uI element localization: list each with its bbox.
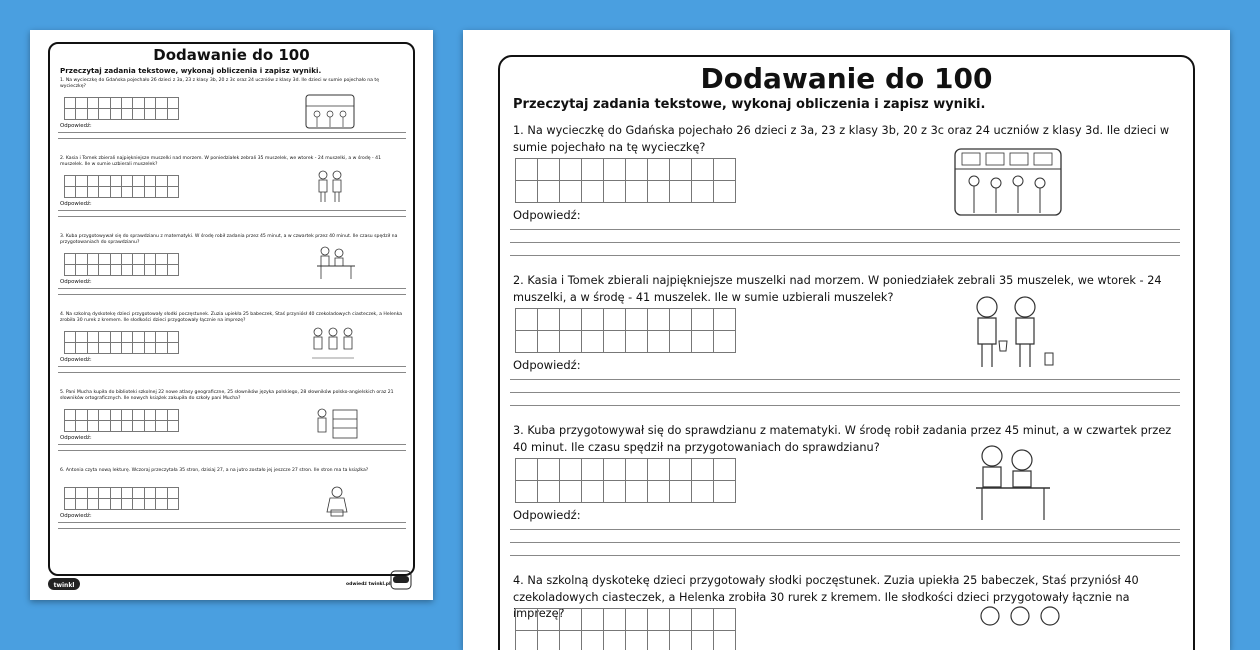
grid-cell[interactable] — [99, 421, 110, 432]
grid-cell[interactable] — [560, 159, 582, 181]
grid-cell[interactable] — [88, 176, 99, 187]
grid-cell[interactable] — [168, 499, 179, 510]
answer-line — [58, 294, 406, 295]
grid-cell[interactable] — [670, 481, 692, 503]
grid-cell[interactable] — [582, 181, 604, 203]
grid-cell[interactable] — [538, 159, 560, 181]
answer-line — [510, 392, 1180, 393]
grid-cell[interactable] — [714, 181, 736, 203]
answer-line — [58, 450, 406, 451]
grid-cell[interactable] — [648, 481, 670, 503]
grid-cell[interactable] — [168, 332, 179, 343]
grid-cell[interactable] — [604, 609, 626, 631]
grid-cell[interactable] — [88, 98, 99, 109]
grid-cell[interactable] — [111, 499, 122, 510]
grid-cell[interactable] — [156, 343, 167, 354]
grid-cell[interactable] — [76, 265, 87, 276]
question-text: 4. Na szkolną dyskotekę dzieci przygotowały słodki poczęstunek. Zuzia upiekła 25 babeczek, Staś przyniósł 40 czekoladowych ciasteczek, a Helenka zrobiła 30 rurek z kremem. Ile słodkości dzieci przygotowały łącznie na imprezę? — [60, 312, 403, 323]
grid-cell[interactable] — [156, 488, 167, 499]
answer-line — [510, 379, 1180, 380]
question-text: 2. Kasia i Tomek zbierali najpiękniejsze muszelki nad morzem. W poniedziałek zebrali 35 muszelek, we wtorek - 24 muszelki, a w środę - 41 muszelek. Ile w sumie uzbierali muszelek? — [60, 156, 381, 167]
grid-cell[interactable] — [145, 488, 156, 499]
worksheet-thumbnail — [30, 30, 433, 600]
answer-label: Odpowiedź: — [60, 279, 92, 285]
grid-cell[interactable] — [76, 109, 87, 120]
page-title: Dodawanie do 100 — [153, 46, 310, 64]
grid-cell[interactable] — [538, 459, 560, 481]
grid-cell[interactable] — [692, 331, 714, 353]
grid-cell[interactable] — [122, 488, 133, 499]
grid-cell[interactable] — [65, 410, 76, 421]
kids-with-treats-icon — [308, 324, 358, 362]
kids-with-buckets-icon — [313, 168, 349, 206]
grid-cell[interactable] — [111, 343, 122, 354]
grid-cell[interactable] — [65, 176, 76, 187]
grid-cell[interactable] — [111, 187, 122, 198]
grid-cell[interactable] — [99, 109, 110, 120]
grid-cell[interactable] — [670, 331, 692, 353]
grid-cell[interactable] — [122, 343, 133, 354]
grid-cell[interactable] — [156, 254, 167, 265]
answer-label: Odpowiedź: — [60, 513, 92, 519]
answer-line — [58, 216, 406, 217]
grid-cell[interactable] — [670, 309, 692, 331]
answer-line — [58, 138, 406, 139]
grid-cell[interactable] — [99, 499, 110, 510]
grid-cell[interactable] — [65, 109, 76, 120]
librarian-icon — [313, 406, 361, 442]
grid-cell[interactable] — [88, 254, 99, 265]
question-text: 1. Na wycieczkę do Gdańska pojechało 26 dzieci z 3a, 23 z klasy 3b, 20 z 3c oraz 24 uczniów z klasy 3d. Ile dzieci w sumie pojechało na tę wycieczkę? — [60, 78, 380, 89]
grid-cell[interactable] — [65, 332, 76, 343]
grid-cell[interactable] — [560, 181, 582, 203]
answer-line — [510, 229, 1180, 230]
grid-cell[interactable] — [88, 410, 99, 421]
grid-cell[interactable] — [122, 410, 133, 421]
answer-line — [58, 522, 406, 523]
grid-cell[interactable] — [670, 631, 692, 650]
grid-cell[interactable] — [133, 187, 144, 198]
grid-cell[interactable] — [714, 331, 736, 353]
grid-cell[interactable] — [133, 499, 144, 510]
grid-cell[interactable] — [648, 159, 670, 181]
grid-cell[interactable] — [122, 187, 133, 198]
answer-line — [510, 542, 1180, 543]
answer-line — [510, 555, 1180, 556]
grid-cell[interactable] — [692, 481, 714, 503]
grid-cell[interactable] — [626, 309, 648, 331]
answer-label: Odpowiedź: — [513, 208, 581, 222]
grid-cell[interactable] — [88, 187, 99, 198]
grid-cell[interactable] — [111, 488, 122, 499]
grid-cell[interactable] — [604, 331, 626, 353]
grid-cell[interactable] — [99, 98, 110, 109]
worksheet-frame — [48, 42, 415, 576]
grid-cell[interactable] — [156, 421, 167, 432]
bus-children-icon — [303, 92, 357, 132]
grid-cell[interactable] — [582, 331, 604, 353]
kids-with-buckets-icon — [967, 293, 1063, 373]
grid-cell[interactable] — [168, 265, 179, 276]
grid-cell[interactable] — [156, 176, 167, 187]
grid-cell[interactable] — [111, 98, 122, 109]
grid-cell[interactable] — [65, 254, 76, 265]
grid-cell[interactable] — [99, 176, 110, 187]
grid-cell[interactable] — [604, 481, 626, 503]
bus-children-icon — [952, 145, 1064, 225]
grid-cell[interactable] — [156, 332, 167, 343]
answer-label: Odpowiedź: — [60, 435, 92, 441]
worksheet-frame — [498, 55, 1195, 650]
grid-cell[interactable] — [714, 481, 736, 503]
answer-label: Odpowiedź: — [60, 123, 92, 129]
question-text: 2. Kasia i Tomek zbierali najpiękniejsze muszelki nad morzem. W poniedziałek zebrali 35 muszelek, we wtorek - 24 muszelki, a w środę - 41 muszelek. Ile w sumie uzbierali muszelek? — [513, 274, 1162, 304]
answer-label: Odpowiedź: — [60, 201, 92, 207]
grid-cell[interactable] — [560, 331, 582, 353]
grid-cell[interactable] — [648, 631, 670, 650]
calculation-grid[interactable] — [64, 331, 179, 354]
worksheet-zoomed — [463, 30, 1230, 650]
answer-line — [58, 444, 406, 445]
grid-cell[interactable] — [145, 109, 156, 120]
grid-cell[interactable] — [538, 481, 560, 503]
calculation-grid[interactable] — [515, 458, 736, 503]
grid-cell[interactable] — [76, 343, 87, 354]
grid-cell[interactable] — [604, 159, 626, 181]
kids-at-desk-icon — [313, 244, 357, 282]
grid-cell[interactable] — [145, 98, 156, 109]
answer-line — [58, 132, 406, 133]
grid-cell[interactable] — [714, 309, 736, 331]
grid-cell[interactable] — [604, 631, 626, 650]
footer-url[interactable]: odwiedź twinkl.pl — [346, 582, 391, 587]
grid-cell[interactable] — [145, 187, 156, 198]
grid-cell[interactable] — [156, 410, 167, 421]
grid-cell[interactable] — [168, 109, 179, 120]
grid-cell[interactable] — [560, 459, 582, 481]
grid-cell[interactable] — [582, 459, 604, 481]
grid-cell[interactable] — [626, 181, 648, 203]
grid-cell[interactable] — [145, 176, 156, 187]
grid-cell[interactable] — [582, 631, 604, 650]
grid-cell[interactable] — [111, 410, 122, 421]
grid-cell[interactable] — [76, 488, 87, 499]
answer-line — [58, 288, 406, 289]
grid-cell[interactable] — [111, 421, 122, 432]
grid-cell[interactable] — [670, 609, 692, 631]
answer-line — [58, 366, 406, 367]
grid-cell[interactable] — [626, 459, 648, 481]
grid-cell[interactable] — [692, 309, 714, 331]
grid-cell[interactable] — [99, 254, 110, 265]
twinkl-logo — [48, 576, 82, 592]
grid-cell[interactable] — [626, 331, 648, 353]
answer-line — [58, 372, 406, 373]
grid-cell[interactable] — [648, 331, 670, 353]
question-text: 1. Na wycieczkę do Gdańska pojechało 26 dzieci z 3a, 23 z klasy 3b, 20 z 3c oraz 24 uczniów z klasy 3d. Ile dzieci w sumie pojechało na tę wycieczkę? — [513, 124, 1170, 154]
grid-cell[interactable] — [76, 98, 87, 109]
answer-line — [58, 528, 406, 529]
answer-line — [510, 405, 1180, 406]
grid-cell[interactable] — [145, 265, 156, 276]
grid-cell[interactable] — [145, 343, 156, 354]
grid-cell[interactable] — [133, 265, 144, 276]
grid-cell[interactable] — [516, 609, 538, 631]
question-text: 6. Antonia czyta nową lekturę. Wczoraj przeczytała 35 stron, dzisiaj 27, a na jutro zostało jej jeszcze 27 stron. Ile stron ma ta książka? — [60, 468, 369, 473]
grid-cell[interactable] — [692, 181, 714, 203]
calculation-grid[interactable] — [515, 308, 736, 353]
grid-cell[interactable] — [604, 309, 626, 331]
grid-cell[interactable] — [516, 481, 538, 503]
grid-cell[interactable] — [111, 254, 122, 265]
grid-cell[interactable] — [65, 343, 76, 354]
grid-cell[interactable] — [65, 98, 76, 109]
grid-cell[interactable] — [604, 181, 626, 203]
grid-cell[interactable] — [648, 609, 670, 631]
grid-cell[interactable] — [99, 265, 110, 276]
grid-cell[interactable] — [76, 410, 87, 421]
grid-cell[interactable] — [133, 421, 144, 432]
grid-cell[interactable] — [516, 331, 538, 353]
grid-cell[interactable] — [145, 499, 156, 510]
grid-cell[interactable] — [111, 176, 122, 187]
grid-cell[interactable] — [692, 631, 714, 650]
calculation-grid[interactable] — [515, 158, 736, 203]
grid-cell[interactable] — [111, 109, 122, 120]
answer-line — [510, 529, 1180, 530]
grid-cell[interactable] — [76, 187, 87, 198]
grid-cell[interactable] — [538, 181, 560, 203]
grid-cell[interactable] — [88, 488, 99, 499]
grid-cell[interactable] — [168, 421, 179, 432]
grid-cell[interactable] — [560, 631, 582, 650]
question-text: 5. Pani Mucha kupiła do biblioteki szkolnej 22 nowe atlasy geograficzne, 25 słowników języka polskiego, 28 słowników polsko-angielskich oraz 21 słowników ortograficznych. Ile nowych książek zakupiła do szkoły pani Mucha? — [60, 390, 394, 401]
answer-line — [58, 210, 406, 211]
grid-cell[interactable] — [88, 421, 99, 432]
grid-cell[interactable] — [88, 343, 99, 354]
grid-cell[interactable] — [88, 332, 99, 343]
grid-cell[interactable] — [156, 187, 167, 198]
grid-cell[interactable] — [560, 481, 582, 503]
grid-cell[interactable] — [133, 410, 144, 421]
grid-cell[interactable] — [538, 609, 560, 631]
instruction-text: Przeczytaj zadania tekstowe, wykonaj obliczenia i zapisz wyniki. — [60, 66, 322, 75]
grid-cell[interactable] — [692, 159, 714, 181]
grid-cell[interactable] — [99, 187, 110, 198]
grid-cell[interactable] — [714, 159, 736, 181]
grid-cell[interactable] — [133, 343, 144, 354]
grid-cell[interactable] — [88, 109, 99, 120]
grid-cell[interactable] — [168, 176, 179, 187]
svg-text:twinkl: twinkl — [53, 582, 75, 589]
grid-cell[interactable] — [76, 254, 87, 265]
answer-line — [510, 242, 1180, 243]
calculation-grid[interactable] — [64, 253, 179, 276]
grid-cell[interactable] — [122, 332, 133, 343]
grid-cell[interactable] — [516, 159, 538, 181]
grid-cell[interactable] — [168, 98, 179, 109]
grid-cell[interactable] — [582, 481, 604, 503]
grid-cell[interactable] — [145, 421, 156, 432]
grid-cell[interactable] — [133, 332, 144, 343]
calculation-grid[interactable] — [64, 487, 179, 510]
question-text: 3. Kuba przygotowywał się do sprawdzianu z matematyki. W środę robił zadania przez 45 minut, a w czwartek przez 40 minut. Ile czasu spędził na przygotowaniach do sprawdzianu? — [60, 234, 398, 245]
grid-cell[interactable] — [648, 181, 670, 203]
grid-cell[interactable] — [88, 499, 99, 510]
grid-cell[interactable] — [626, 481, 648, 503]
grid-cell[interactable] — [133, 109, 144, 120]
grid-cell[interactable] — [145, 332, 156, 343]
grid-cell[interactable] — [156, 98, 167, 109]
grid-cell[interactable] — [145, 410, 156, 421]
grid-cell[interactable] — [538, 631, 560, 650]
grid-cell[interactable] — [538, 331, 560, 353]
grid-cell[interactable] — [156, 265, 167, 276]
grid-cell[interactable] — [168, 343, 179, 354]
calculation-grid[interactable] — [64, 97, 179, 120]
grid-cell[interactable] — [648, 309, 670, 331]
grid-cell[interactable] — [99, 488, 110, 499]
instruction-text: Przeczytaj zadania tekstowe, wykonaj obliczenia i zapisz wyniki. — [513, 97, 986, 112]
grid-cell[interactable] — [516, 309, 538, 331]
grid-cell[interactable] — [582, 309, 604, 331]
grid-cell[interactable] — [133, 488, 144, 499]
grid-cell[interactable] — [65, 421, 76, 432]
grid-cell[interactable] — [168, 187, 179, 198]
grid-cell[interactable] — [111, 332, 122, 343]
calculation-grid[interactable] — [64, 409, 179, 432]
grid-cell[interactable] — [560, 609, 582, 631]
answer-line — [510, 255, 1180, 256]
grid-cell[interactable] — [65, 265, 76, 276]
grid-cell[interactable] — [516, 181, 538, 203]
grid-cell[interactable] — [133, 176, 144, 187]
grid-cell[interactable] — [133, 98, 144, 109]
grid-cell[interactable] — [714, 631, 736, 650]
grid-cell[interactable] — [516, 631, 538, 650]
grid-cell[interactable] — [122, 98, 133, 109]
grid-cell[interactable] — [65, 187, 76, 198]
grid-cell[interactable] — [111, 265, 122, 276]
answer-label: Odpowiedź: — [513, 358, 581, 372]
grid-cell[interactable] — [626, 631, 648, 650]
grid-cell[interactable] — [168, 254, 179, 265]
grid-cell[interactable] — [99, 410, 110, 421]
grid-cell[interactable] — [538, 309, 560, 331]
grid-cell[interactable] — [168, 410, 179, 421]
kids-at-desk-icon — [974, 442, 1054, 524]
question-text: 4. Na szkolną dyskotekę dzieci przygotowały słodki poczęstunek. Zuzia upiekła 25 babeczek, Staś przyniósł 40 czekoladowych ciasteczek, a Helenka zrobiła 30 rurek z kremem. Ile słodkości dzieci przygotowały łącznie na imprezę? — [513, 574, 1139, 620]
grid-cell[interactable] — [76, 421, 87, 432]
grid-cell[interactable] — [122, 109, 133, 120]
grid-cell[interactable] — [122, 176, 133, 187]
grid-cell[interactable] — [76, 499, 87, 510]
grid-cell[interactable] — [122, 265, 133, 276]
answer-label: Odpowiedź: — [60, 357, 92, 363]
grid-cell[interactable] — [604, 459, 626, 481]
grid-cell[interactable] — [156, 499, 167, 510]
grid-cell[interactable] — [145, 254, 156, 265]
grid-cell[interactable] — [560, 309, 582, 331]
grid-cell[interactable] — [670, 159, 692, 181]
grid-cell[interactable] — [582, 609, 604, 631]
grid-cell[interactable] — [76, 332, 87, 343]
answer-label: Odpowiedź: — [513, 508, 581, 522]
grid-cell[interactable] — [122, 499, 133, 510]
grid-cell[interactable] — [122, 421, 133, 432]
grid-cell[interactable] — [670, 459, 692, 481]
calculation-grid[interactable] — [515, 608, 736, 650]
grid-cell[interactable] — [626, 159, 648, 181]
grid-cell[interactable] — [99, 343, 110, 354]
twinkl-badge-icon — [390, 570, 412, 590]
grid-cell[interactable] — [65, 488, 76, 499]
grid-cell[interactable] — [670, 181, 692, 203]
grid-cell[interactable] — [156, 109, 167, 120]
grid-cell[interactable] — [65, 499, 76, 510]
grid-cell[interactable] — [168, 488, 179, 499]
grid-cell[interactable] — [582, 159, 604, 181]
grid-cell[interactable] — [122, 254, 133, 265]
girl-reading-icon — [320, 484, 354, 522]
grid-cell[interactable] — [692, 459, 714, 481]
grid-cell[interactable] — [714, 609, 736, 631]
grid-cell[interactable] — [99, 332, 110, 343]
kids-with-treats-icon — [970, 602, 1070, 642]
grid-cell[interactable] — [76, 176, 87, 187]
grid-cell[interactable] — [692, 609, 714, 631]
grid-cell[interactable] — [626, 609, 648, 631]
page-title: Dodawanie do 100 — [700, 62, 993, 95]
question-text: 3. Kuba przygotowywał się do sprawdzianu z matematyki. W środę robił zadania przez 45 minut, a w czwartek przez 40 minut. Ile czasu spędził na przygotowaniach do sprawdzianu? — [513, 424, 1172, 454]
calculation-grid[interactable] — [64, 175, 179, 198]
grid-cell[interactable] — [88, 265, 99, 276]
grid-cell[interactable] — [648, 459, 670, 481]
grid-cell[interactable] — [516, 459, 538, 481]
grid-cell[interactable] — [133, 254, 144, 265]
grid-cell[interactable] — [714, 459, 736, 481]
